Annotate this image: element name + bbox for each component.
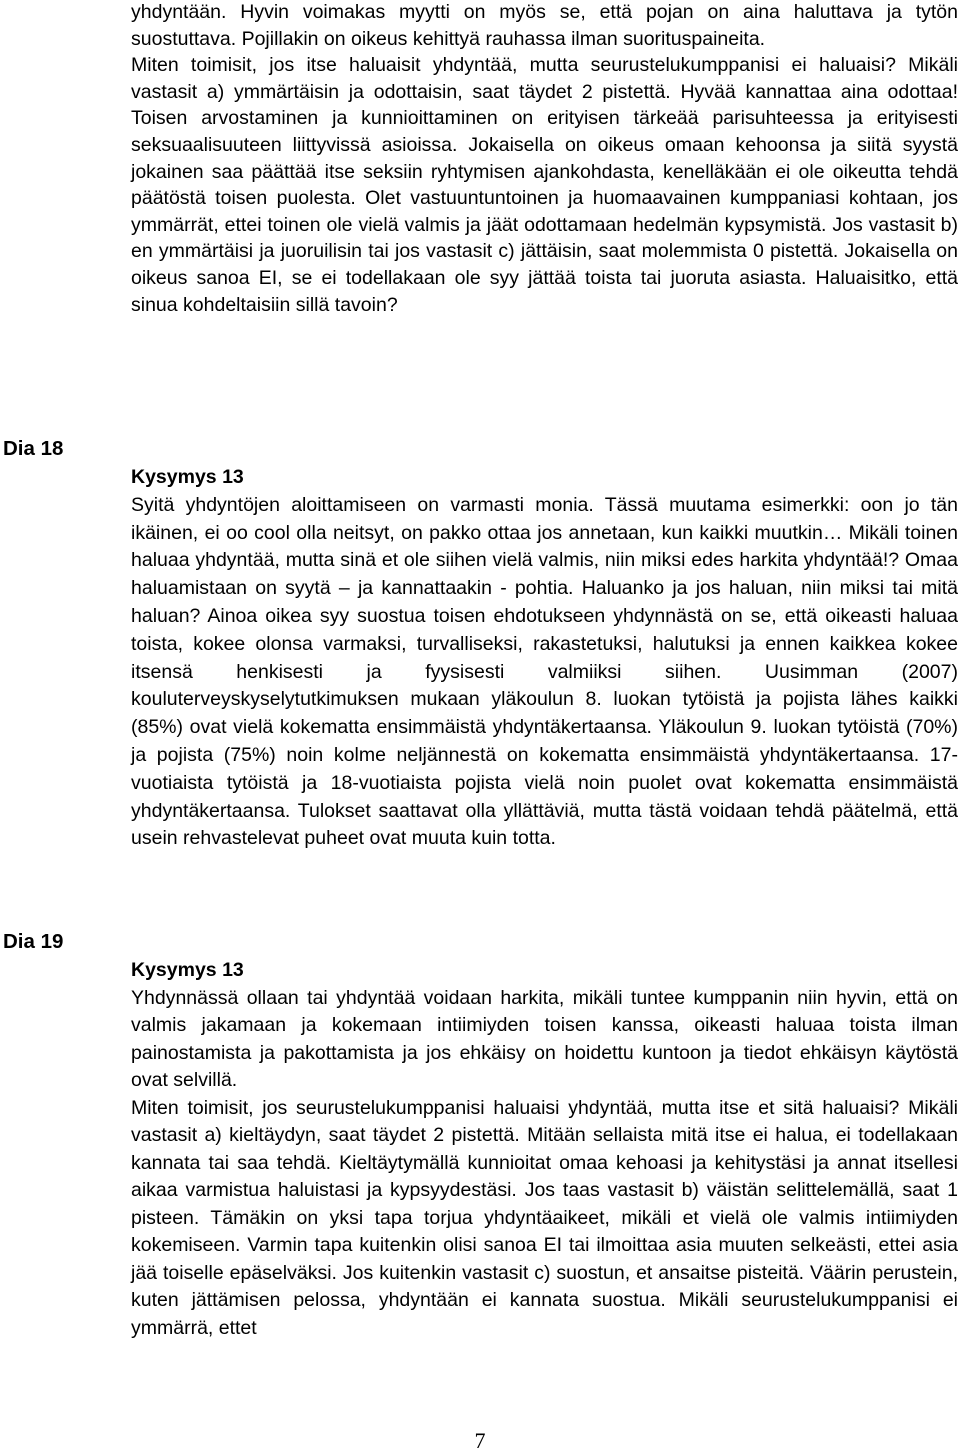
section-heading: Kysymys 13 — [131, 959, 244, 981]
slide-label-dia-18: Dia 18 — [3, 437, 64, 460]
paragraph: yhdyntään. Hyvin voimakas myytti on myös se, että pojan on aina haluttava ja tytön suostuttava. Pojillakin on oikeus kehittyä rauhassa ilman suorituspaineita. — [131, 1, 958, 50]
continued-text-block — [131, 0, 958, 318]
paragraph: Miten toimisit, jos itse haluaisit yhdyntää, mutta seurustelukumppanisi ei haluaisi? Mikäli vastasit a) ymmärtäisin ja odottaisin, saat täydet 2 pistettä. Hyvää kannattaa aina odottaa! Toisen arvostaminen ja kunnioittaminen on erityisen tärkeää parisuhteessa ja erityisesti seksuaalisuuteen liittyvissä asioissa. Jokaisella on oikeus omaan kehoonsa ja siitä syystä jokainen saa päättää itse seksiin ryhtymisen ajankohdasta, kenelläkään ei ole oikeutta tehdä päätöstä toisen puolesta. Olet vastuuntuntoinen ja huomaavainen kumppaniasi kohtaan, jos ymmärrät, ettei toinen ole vielä valmis ja jäät odottamaan hedelmän kypsymistä. Jos vastasit b) en ymmärtäisi ja juoruilisin tai jos vastasit c) jättäisin, saat molemmista 0 pistettä. Jokaisella on oikeus sanoa EI, se ei todellakaan ole syy jättää toista tai juoruta asiasta. Haluaisitko, että sinua kohdeltaisiin sillä tavoin? — [131, 54, 958, 316]
paragraph: Syitä yhdyntöjen aloittamiseen on varmasti monia. Tässä muutama esimerkki: oon jo tän ikäinen, ei oo cool olla neitsyt, on pakko ottaa jos annetaan, kun kaikki muutkin… Mikäli toinen haluaa yhdyntää, mutta sinä et ole siihen vielä valmis, niin miksi edes harkita yhdyntää!? Omaa haluamistaan on syytä – ja kannattaakin - pohtia. Haluanko ja jos haluan, niin miksi tai mitä haluan? Ainoa oikea syy suostua toisen ehdotukseen yhdynnästä on se, että oikeasti haluaa toista, kokee olonsa varmaksi, turvalliseksi, rakastetuksi, halutuksi ja ennen kaikkea kokee itsensä henkisesti ja fyysisesti valmiiksi siihen. Uusimman (2007) kouluterveyskyselytutkimuksen mukaan yläkoulun 8. luokan tytöistä ja pojista lähes kaikki (85%) ovat vielä kokematta ensimmäistä yhdyntäkertaansa. Yläkoulun 9. luokan tytöistä (70%) ja pojista (75%) noin kolme neljännestä on kokematta ensimmäistä yhdyntäkertaansa. 17-vuotiaista tytöistä ja 18-vuotiaista pojista vielä noin puolet ovat kokematta ensimmäistä yhdyntäkertaansa. Tulokset saattavat olla yllättäviä, mutta tästä voidaan tehdä päätelmä, että usein rehvastelevat puheet ovat muuta kuin totta. — [131, 493, 958, 850]
section-heading: Kysymys 13 — [131, 466, 244, 488]
paragraph: Yhdynnässä ollaan tai yhdyntää voidaan harkita, mikäli tuntee kumppanin niin hyvin, että on valmis jakamaan ja kokemaan intiimiyden toisen kanssa, oikeasti haluaa toista ilman painostamista ja pakottamista ja jos ehkäisy on hoidettu kuntoon ja tiedot ehkäisyn käytöstä ovat selvillä. — [131, 986, 958, 1091]
page-number: 7 — [474, 1428, 486, 1453]
section-dia-18 — [131, 464, 958, 853]
paragraph: Miten toimisit, jos seurustelukumppanisi haluaisi yhdyntää, mutta itse et sitä haluaisi? Mikäli vastasit a) kieltäydyn, saat täydet 2 pistettä. Mitään sellaista mitä itse ei halua, ei todellakaan kannata tai saa tehdä. Kieltäytymällä kunnioitat omaa kehoasi ja kehitystäsi ja annat itsellesi aikaa varmistua haluistasi ja kypsyydestäsi. Jos taas vastasit b) väistän selittelemällä, saat 1 pisteen. Tämäkin on yksi tapa torjua yhdyntäaikeet, mikäli et vielä ole valmis intiimiyden kokemiseen. Varmin tapa kuitenkin olisi sanoa EI tai ilmoittaa asia muuten selkeästi, ettei asia jää toiselle epäselväksi. Jos kuitenkin vastasit c) suostun, et ansaitse pisteitä. Väärin perustein, kuten jättämisen pelossa, yhdyntään ei kannata suostua. Mikäli seurustelukumppanisi ei ymmärrä, ettet — [131, 1096, 958, 1339]
slide-label-dia-19: Dia 19 — [3, 930, 64, 953]
section-dia-19 — [131, 957, 958, 1342]
